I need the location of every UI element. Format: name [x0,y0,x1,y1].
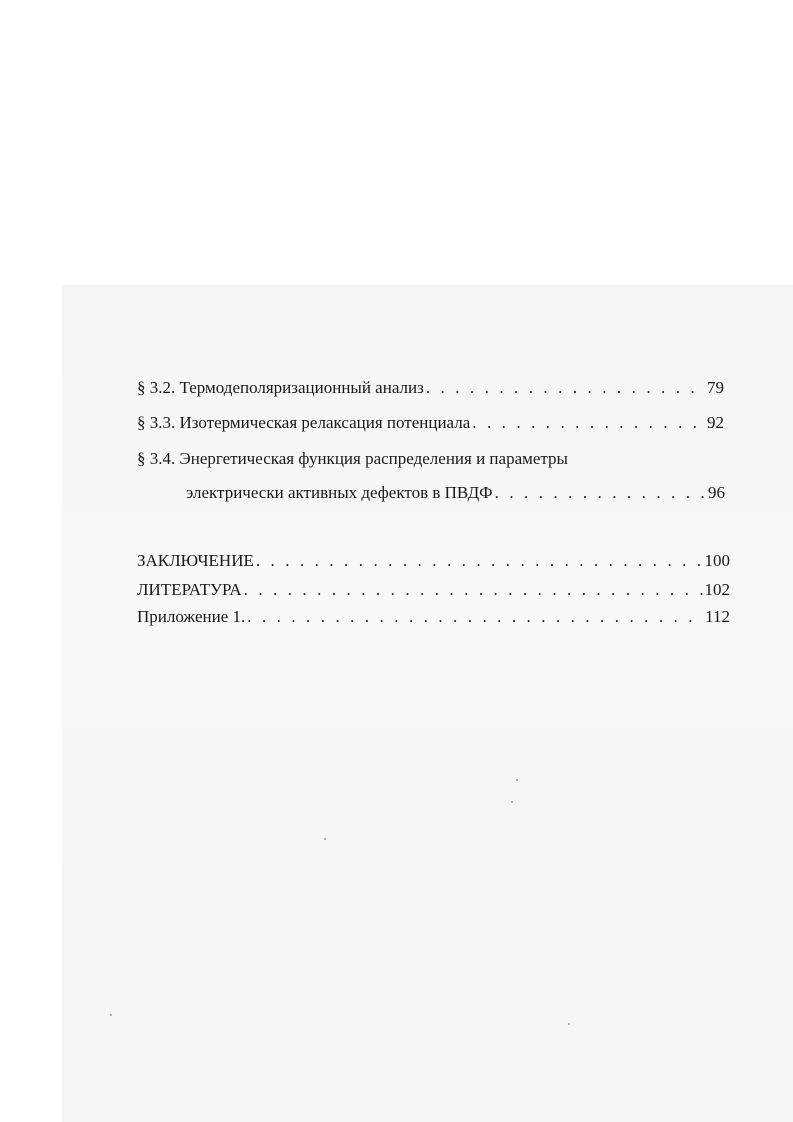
toc-entry-page: 79 [707,378,724,397]
toc-entry-label: электрически активных дефектов в ПВДФ [186,483,493,502]
dot-leader [495,483,706,503]
toc-entry-3-4-title: § 3.4. Энергетическая функция распределения и параметры [137,449,568,468]
scan-speck [324,838,326,840]
toc-entry-3-3 [137,413,724,433]
toc-entry-page: 92 [707,413,724,432]
toc-entry-page: 102 [704,580,730,599]
toc-entry-label: ЛИТЕРАТУРА [137,580,242,599]
toc-entry-page: 96 [708,483,725,502]
dot-leader [247,607,703,627]
toc-entry-appendix-1 [137,607,730,627]
toc-entry-page: 100 [704,551,730,570]
dot-leader [472,413,705,433]
dot-leader [244,580,703,600]
dot-leader [426,378,705,398]
scan-speck [516,779,518,781]
toc-entry-3-2 [137,378,724,398]
toc-entry-label: § 3.2. Термодеполяризационный анализ [137,378,424,397]
scan-speck [511,801,513,803]
scan-speck [568,1023,570,1025]
toc-entry-label: § 3.3. Изотермическая релаксация потенциала [137,413,471,432]
toc-entry-3-4 [186,483,725,503]
toc-entry-page: 112 [705,607,730,626]
toc-entry-label: Приложение 1. [137,607,246,626]
scan-background [62,285,793,1122]
scan-speck [110,1014,112,1016]
toc-entry-conclusion [137,551,730,571]
dot-leader [256,551,703,571]
toc-entry-references [137,580,730,600]
toc-entry-label: ЗАКЛЮЧЕНИЕ [137,551,254,570]
